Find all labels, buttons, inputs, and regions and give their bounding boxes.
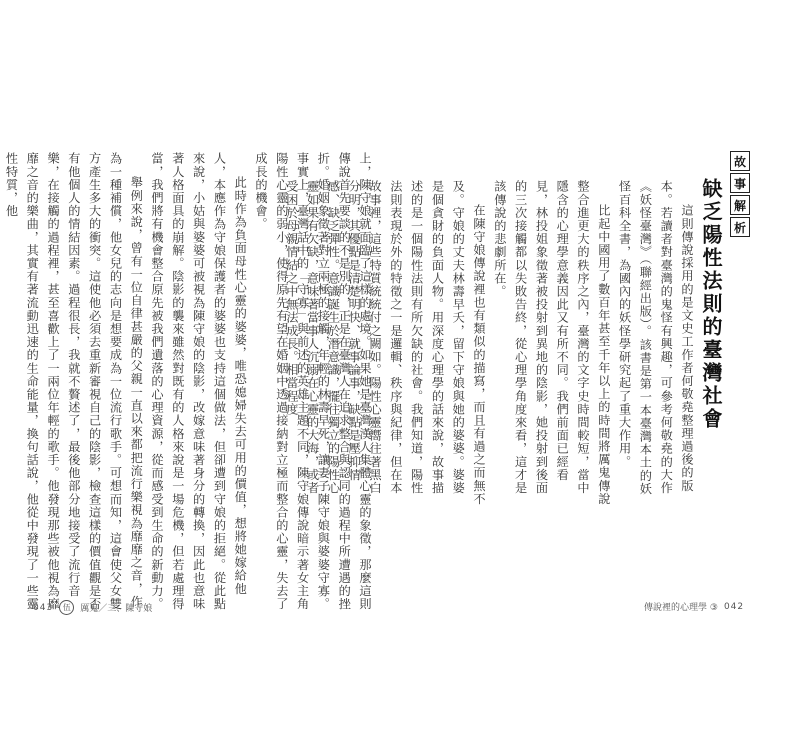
left-page-footer (33, 600, 152, 615)
tag-char: 故 (730, 151, 750, 171)
tag-char: 析 (730, 217, 750, 237)
paragraph: 在陳守娘傳說裡也有類似的描寫，而且有過之而無不及。守娘的丈夫林壽早夭，留下守娘與她的婆婆。婆婆是個貪財的負面人物。用深度心理學的話來說，故事描述的是一個陽性法則有所欠缺的社會。我們知道，陽性法則表現於外的特徵之一是邏輯、秩序與紀律，但在本故事裡，這些特質統統付之闕如。陽性心靈嚮往著黑白分明，其優點是清楚明快、就事論事，缺點是壓抑情感、缺乏彈性。意識誕生於潛意識，擺往獨立的陽性心靈如果有欠缺，意味著當事人沉溺在心靈的大海，或者受困於母親情結之中無法成長。相當程度 (284, 180, 487, 506)
chapter-circle-mark: 伍 (59, 600, 74, 615)
story-analysis-tag (730, 151, 750, 237)
page-number: 043 (33, 602, 54, 613)
tag-char: 事 (730, 173, 750, 193)
paragraph: 上，陳守娘就面臨了這樣的處境。如果她是臺灣漢人集體心靈的象徵，那麼這則傳說首先要談的不是別的，正是在臺灣人在追求整合與認同的過程中所遭遇的挫折。婚姻象徵著對立兩極的接觸，年輕的林壽早死，讓妻子陳守娘與婆婆守寡。事實上，臺灣話中的「守寡」與前述的英雄主題不同，陳守娘傳說暗示著女主角陽性心靈的弱小，使得原先有望在婚姻中透過接納對立極而整合的心靈，失去了成長的機會。 (254, 152, 372, 611)
paragraph: 舉例來說，曾有一位自律甚嚴的父親一直以來都把流行樂視為靡靡之音，作為一種補償，他女兒的志向是想要成為一位流行歌手。可想而知，這會使父女雙方產生多大的衝突。這使他必須去重新審視自己的陰影，檢查這樣的價值觀是否有他個人的情結因素。過程很長，我就不贅述了，最後他部分地接受了流行音樂，在接觸的過程裡，甚至喜歡上了一兩位年輕的歌手。他發現那些被他視為靡靡之音的樂曲，其實有著流動迅速的生命能量，換句話說，他從中發現了一些靈性特質，他 (4, 152, 144, 611)
paragraph: 這則傳說採用的是文史工作者何敬堯整理過後的版本。若讀者對臺灣的鬼怪有興趣，可參考何敬堯的大作《妖怪臺灣》（聯經出版）。該書是第一本臺灣本土的妖怪百科全書，為國內的妖怪學研究起了重大作用。 (617, 180, 694, 496)
paragraph: 比起中國用了數百年甚至千年以上的時間將厲鬼傳說整合進更大的秩序之內，臺灣的文字史時間較短，當中隱含的心理學意義因此又有所不同。我們前面已經看見，林投姐象徵著被投射到異地的陰影，她投射到後面的三次接觸都以失敗告終，從心理學角度來看，這才是該傳說的悲劇所在。 (492, 180, 611, 506)
paragraph: 此時作為負面母性心靈的婆婆，唯恐媳婦失去可用的價值，想將她嫁給他人，本應作為守娘保護者的婆婆也支持這個做法，但卻遭到守娘的拒絕。從此點來說，小姑與婆婆可被視為陳守娘的陰影，改嫁意味著身分的轉換，因此也意味著人格面具的崩解。陰影的襲來雖然對既有的人格來說是一場危機，但若處理得當，我們將有機會整合原先被我們遺落的心理資源，從而感受到生命的新動力。 (150, 152, 248, 611)
page-number: 042 (723, 601, 745, 612)
section-title: 缺乏陽性法則的臺灣社會 (699, 178, 723, 431)
running-title: 厲鬼／三、陳守娘 (80, 604, 153, 614)
right-page-footer (644, 600, 744, 613)
tag-char: 解 (730, 195, 750, 215)
running-title: 傳說裡的心理學 ③ (644, 603, 718, 613)
